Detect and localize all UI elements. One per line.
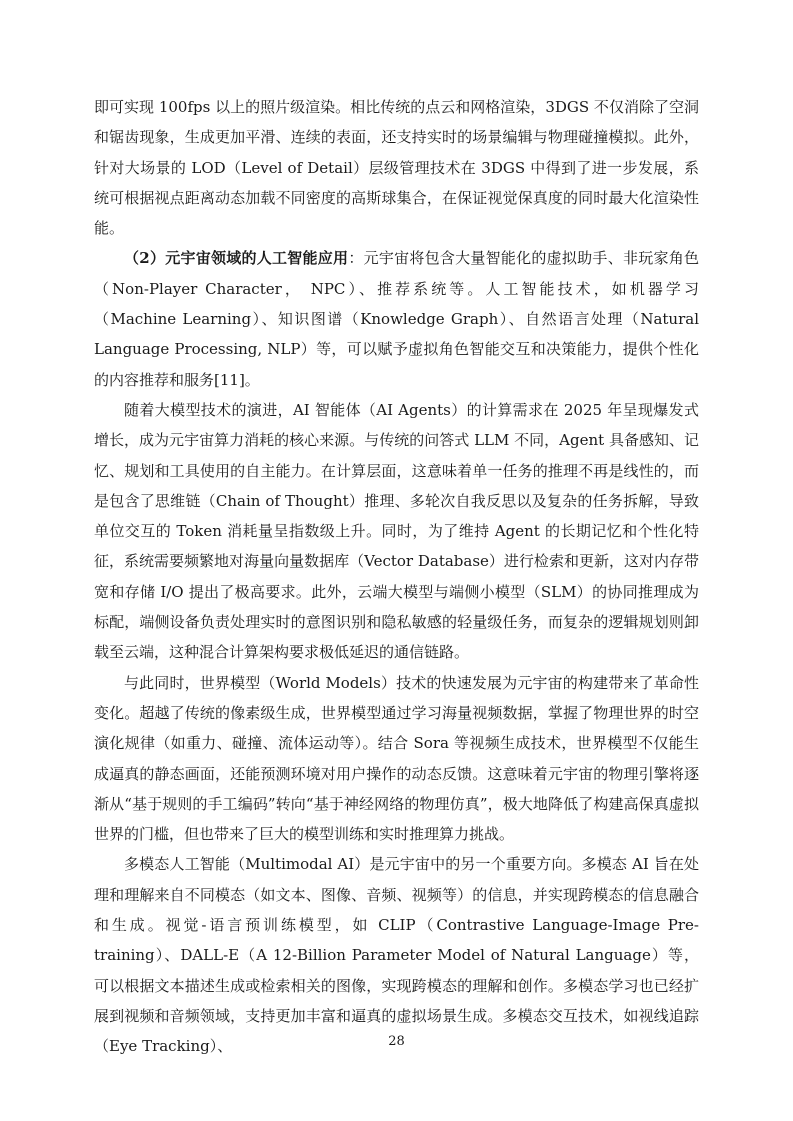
page-number: 28 (388, 1034, 405, 1049)
paragraph-multimodal-ai: 多模态人工智能（Multimodal AI）是元宇宙中的另一个重要方向。多模态 AI 旨在处理和理解来自不同模态（如文本、图像、音频、视频等）的信息，并实现跨模态的信息融合和生成。视觉-语言预训练模型，如 CLIP（Contrastive Language-Image Pre-training）、DALL-E（A 12-Billion Parameter Model of Natural Language）等，可以根据文本描述生成或检索相关的图像，实现跨模态的理解和创作。多模态学习也已经扩展到视频和音频领域，支持更加丰富和逼真的虚拟场景生成。多模态交互技术，如视线追踪（Eye Tracking）、 (94, 855, 699, 1056)
section-heading-inline: （2）元宇宙领域的人工智能应用 (124, 249, 349, 268)
paragraph-text: ：元宇宙将包含大量智能化的虚拟助手、非玩家角色（Non-Player Character， NPC）、推荐系统等。人工智能技术，如机器学习（Machine Learning）、知识图谱（Knowledge Graph）、自然语言处理（Natural Language Processing, NLP）等，可以赋予虚拟角色智能交互和决策能力，提供个性化的内容推荐和服务[11]。 (94, 249, 699, 389)
paragraph-continued: 即可实现 100fps 以上的照片级渲染。相比传统的点云和网格渲染，3DGS 不仅消除了空洞和锯齿现象，生成更加平滑、连续的表面，还支持实时的场景编辑与物理碰撞模拟。此外，针对大场景的 LOD（Level of Detail）层级管理技术在 3DGS 中得到了进一步发展，系统可根据视点距离动态加载不同密度的高斯球集合，在保证视觉保真度的同时最大化渲染性能。 (94, 98, 699, 238)
body-text (94, 92, 699, 1062)
paragraph-world-models: 与此同时，世界模型（World Models）技术的快速发展为元宇宙的构建带来了革命性变化。超越了传统的像素级生成，世界模型通过学习海量视频数据，掌握了物理世界的时空演化规律（如重力、碰撞、流体运动等）。结合 Sora 等视频生成技术，世界模型不仅能生成逼真的静态画面，还能预测环境对用户操作的动态反馈。这意味着元宇宙的物理引擎将逐渐从“基于规则的手工编码”转向“基于神经网络的物理仿真”，极大地降低了构建高保真虚拟世界的门槛，但也带来了巨大的模型训练和实时推理算力挑战。 (94, 673, 699, 844)
paragraph-ai-agents: 随着大模型技术的演进，AI 智能体（AI Agents）的计算需求在 2025 年呈现爆发式增长，成为元宇宙算力消耗的核心来源。与传统的问答式 LLM 不同，Agent 具备感知、记忆、规划和工具使用的自主能力。在计算层面，这意味着单一任务的推理不再是线性的，而是包含了思维链（Chain of Thought）推理、多轮次自我反思以及复杂的任务拆解，导致单位交互的 Token 消耗量呈指数级上升。同时，为了维持 Agent 的长期记忆和个性化特征，系统需要频繁地对海量向量数据库（Vector Database）进行检索和更新，这对内存带宽和存储 I/O 提出了极高要求。此外，云端大模型与端侧小模型（SLM）的协同推理成为标配，端侧设备负责处理实时的意图识别和隐私敏感的轻量级任务，而复杂的逻辑规划则卸载至云端，这种混合计算架构要求极低延迟的通信链路。 (94, 400, 699, 662)
paragraph-ai-applications (94, 243, 699, 394)
